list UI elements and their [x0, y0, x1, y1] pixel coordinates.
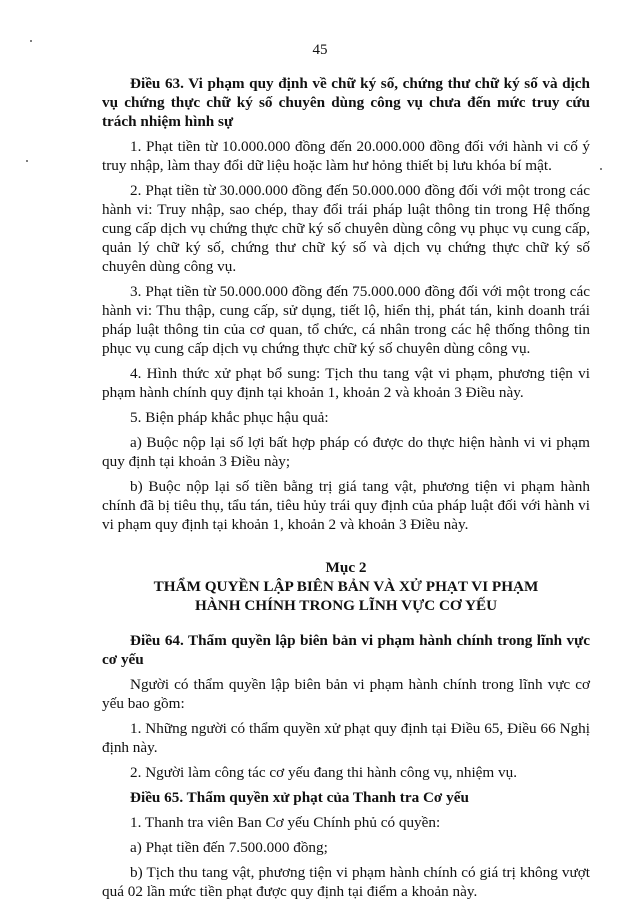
article-64-intro: Người có thẩm quyền lập biên bản vi phạm hành chính trong lĩnh vực cơ yếu bao gồm:	[102, 676, 590, 712]
article-64-clause-1: 1. Những người có thẩm quyền xử phạt quy định tại Điều 65, Điều 66 Nghị định này.	[102, 720, 590, 756]
article-65-heading: Điều 65. Thẩm quyền xử phạt của Thanh tra Cơ yếu	[130, 789, 469, 806]
scan-speck	[600, 168, 602, 170]
page-number: 45	[312, 42, 328, 58]
article-63-clause-5: 5. Biện pháp khắc phục hậu quả:	[130, 409, 329, 426]
article-64-heading: Điều 64. Thẩm quyền lập biên bản vi phạm hành chính trong lĩnh vực cơ yếu	[102, 632, 590, 668]
section-label: Mục 2	[325, 559, 367, 576]
article-63-clause-5b: b) Buộc nộp lại số tiền bằng trị giá tang vật, phương tiện vi phạm hành chính đã bị tiêu thụ, tẩu tán, tiêu hủy trái quy định của pháp luật đối với hành vi vi phạm quy định tại khoản 1, khoản 2 và khoản 3 Điều này.	[102, 478, 590, 533]
article-63-heading: Điều 63. Vi phạm quy định về chữ ký số, chứng thư chữ ký số và dịch vụ chứng thực chữ ký số chuyên dùng công vụ chưa đến mức truy cứu trách nhiệm hình sự	[102, 75, 590, 130]
scan-speck	[26, 160, 28, 162]
article-65-clause-1b: b) Tịch thu tang vật, phương tiện vi phạm hành chính có giá trị không vượt quá 02 lần mức tiền phạt được quy định tại điểm a khoản này.	[102, 864, 590, 900]
article-63-clause-1: 1. Phạt tiền từ 10.000.000 đồng đến 20.000.000 đồng đối với hành vi cố ý truy nhập, làm thay đổi dữ liệu hoặc làm hư hỏng thiết bị lưu khóa bí mật.	[102, 138, 590, 174]
article-63-clause-2: 2. Phạt tiền từ 30.000.000 đồng đến 50.000.000 đồng đối với một trong các hành vi: Truy nhập, sao chép, thay đổi trái pháp luật thông tin trong Hệ thống cung cấp dịch vụ chứng thực chữ ký số chuyên dùng công vụ phục vụ cung cấp, quản lý chữ ký số, chứng thư chữ ký số và dịch vụ chứng thực chữ ký số chuyên dùng công vụ.	[102, 182, 590, 275]
article-65-clause-1a: a) Phạt tiền đến 7.500.000 đồng;	[130, 839, 328, 856]
section-title-line-2: HÀNH CHÍNH TRONG LĨNH VỰC CƠ YẾU	[194, 597, 498, 614]
section-title-line-1: THẨM QUYỀN LẬP BIÊN BẢN VÀ XỬ PHẠT VI PHẠM	[153, 578, 539, 595]
scan-speck	[30, 40, 32, 42]
article-64-clause-2: 2. Người làm công tác cơ yếu đang thi hành công vụ, nhiệm vụ.	[130, 764, 518, 781]
article-65-clause-1: 1. Thanh tra viên Ban Cơ yếu Chính phủ có quyền:	[130, 814, 441, 831]
article-63-clause-5a: a) Buộc nộp lại số lợi bất hợp pháp có được do thực hiện hành vi vi phạm quy định tại khoản 3 Điều này;	[102, 434, 590, 470]
article-63-clause-3: 3. Phạt tiền từ 50.000.000 đồng đến 75.000.000 đồng đối với một trong các hành vi: Thu thập, cung cấp, sử dụng, tiết lộ, hiển thị, phát tán, kinh doanh trái pháp luật thông tin của cơ quan, tổ chức, cá nhân trong các hệ thống thông tin phục vụ cung cấp dịch vụ chứng thực chữ ký số chuyên dùng công vụ.	[102, 283, 590, 357]
section-heading	[102, 558, 590, 615]
article-63-clause-4: 4. Hình thức xử phạt bổ sung: Tịch thu tang vật vi phạm, phương tiện vi phạm hành chính quy định tại khoản 1, khoản 2 và khoản 3 Điều này.	[102, 365, 590, 401]
page-content	[102, 74, 590, 907]
